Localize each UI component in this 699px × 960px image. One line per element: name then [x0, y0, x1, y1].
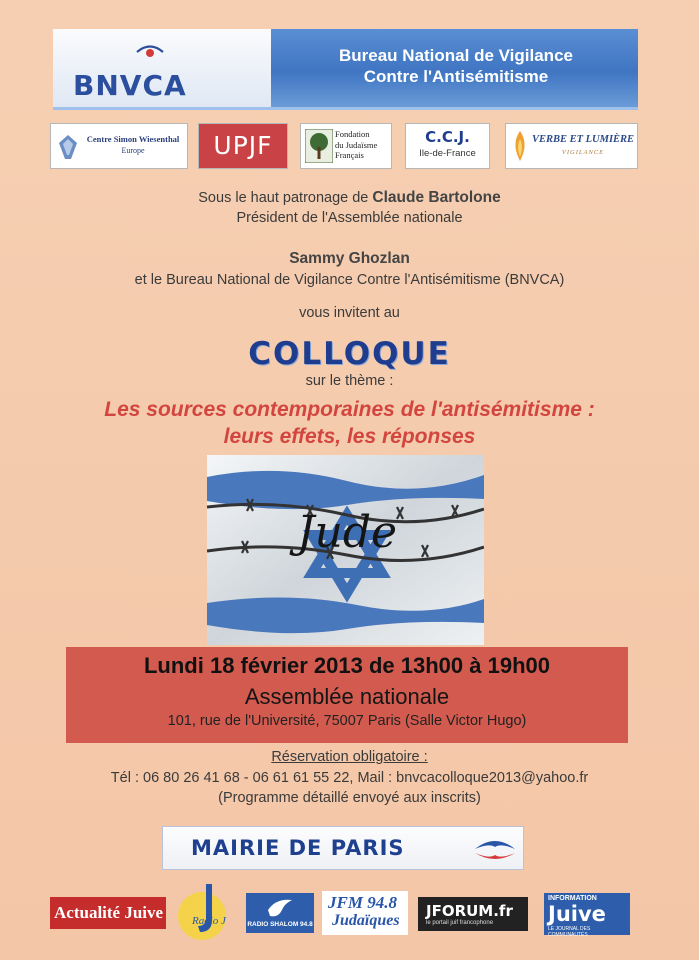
flag-barbed-wire-image	[207, 455, 484, 645]
eye-icon	[135, 41, 165, 63]
patronage-name: Claude Bartolone	[372, 189, 501, 206]
fondation-line3: Français	[335, 150, 364, 160]
flag-illustration	[207, 455, 484, 645]
fondation-line1: Fondation	[335, 129, 370, 139]
jforum-logo	[418, 897, 528, 931]
patronage-line	[0, 189, 699, 207]
bnvca-logo-text: BNVCA	[73, 69, 187, 102]
bnvca-header	[53, 29, 638, 110]
information-juive-top: INFORMATION	[548, 895, 597, 902]
verbe-sub: VIGILANCE	[561, 149, 605, 156]
ccj-logo	[405, 123, 490, 169]
actualite-juive-logo	[50, 897, 166, 929]
theme-line1: Les sources contemporaines de l'antisémitisme :	[104, 398, 595, 421]
paris-ship-icon	[471, 829, 519, 867]
information-juive-sub: LE JOURNAL DES COMMUNAUTÉS	[548, 926, 591, 938]
event-address: 101, rue de l'Université, 75007 Paris (Salle Victor Hugo)	[167, 713, 527, 729]
jfm-line1: JFM 94.8	[328, 893, 397, 912]
event-date: Lundi 18 février 2013 de 13h00 à 19h00	[143, 653, 550, 678]
event-info-box	[66, 647, 628, 743]
radio-shalom-text: RADIO SHALOM 94.8	[247, 921, 313, 928]
patronage-prefix: Sous le haut patronage de	[198, 190, 369, 206]
reservation-heading: Réservation obligatoire :	[271, 749, 428, 765]
tree-icon	[305, 129, 333, 163]
upjf-logo	[198, 123, 288, 169]
information-juive-logo	[544, 893, 630, 938]
bnvca-logo	[53, 29, 271, 107]
header-title-line2: Contre l'Antisémitisme	[363, 67, 549, 86]
header-title-line1: Bureau National de Vigilance	[339, 46, 573, 65]
radio-shalom-logo	[246, 893, 314, 933]
wiesenthal-sub: Europe	[121, 146, 145, 155]
reservation-contact: Tél : 06 80 26 41 68 - 06 61 61 55 22, Mail : bnvcacolloque2013@yahoo.fr	[110, 770, 589, 786]
theme-intro: sur le thème :	[305, 373, 394, 389]
ccj-name: C.C.J.	[425, 128, 470, 146]
patronage-title: Président de l'Assemblée nationale	[236, 210, 463, 226]
jfm-logo	[322, 891, 408, 935]
ccj-sub: Ile-de-France	[419, 148, 476, 159]
event-venue: Assemblée nationale	[244, 684, 450, 709]
event-type: COLLOQUE	[248, 336, 451, 372]
jfm-line2: Judaïques	[332, 912, 400, 929]
invite-text: vous invitent au	[299, 305, 400, 321]
upjf-text: UPJF	[213, 131, 273, 160]
mairie-text: MAIRIE DE PARIS	[191, 836, 405, 860]
jforum-sub: le portail juif francophone	[426, 920, 494, 926]
mairie-de-paris-logo	[162, 826, 524, 870]
fondation-text	[335, 129, 377, 161]
theme-line2: leurs effets, les réponses	[223, 425, 476, 448]
radio-j-icon	[172, 880, 238, 944]
wiesenthal-logo	[50, 123, 188, 169]
radio-j-logo	[172, 880, 238, 944]
host-org: et le Bureau National de Vigilance Contre l'Antisémitisme (BNVCA)	[134, 272, 565, 288]
host-name: Sammy Ghozlan	[289, 250, 410, 267]
verbe-lumiere-logo	[505, 123, 638, 169]
dove-icon	[266, 896, 294, 920]
reservation-note: (Programme détaillé envoyé aux inscrits)	[218, 790, 481, 806]
wiesenthal-emblem-icon	[57, 133, 79, 161]
header-title	[281, 45, 631, 87]
jforum-name: JFORUM.fr	[426, 902, 513, 920]
jude-text: Jude	[296, 507, 398, 558]
wiesenthal-name: Centre Simon Wiesenthal	[86, 134, 180, 144]
fondation-logo	[300, 123, 392, 169]
flame-icon	[511, 129, 529, 163]
actualite-juive-text: Actualité Juive	[54, 903, 164, 922]
verbe-name: VERBE ET LUMIÈRE	[531, 134, 635, 145]
information-juive-main: Juive	[548, 902, 606, 926]
fondation-line2: du Judaïsme	[335, 139, 378, 150]
radio-j-text: Radio J	[192, 915, 226, 927]
